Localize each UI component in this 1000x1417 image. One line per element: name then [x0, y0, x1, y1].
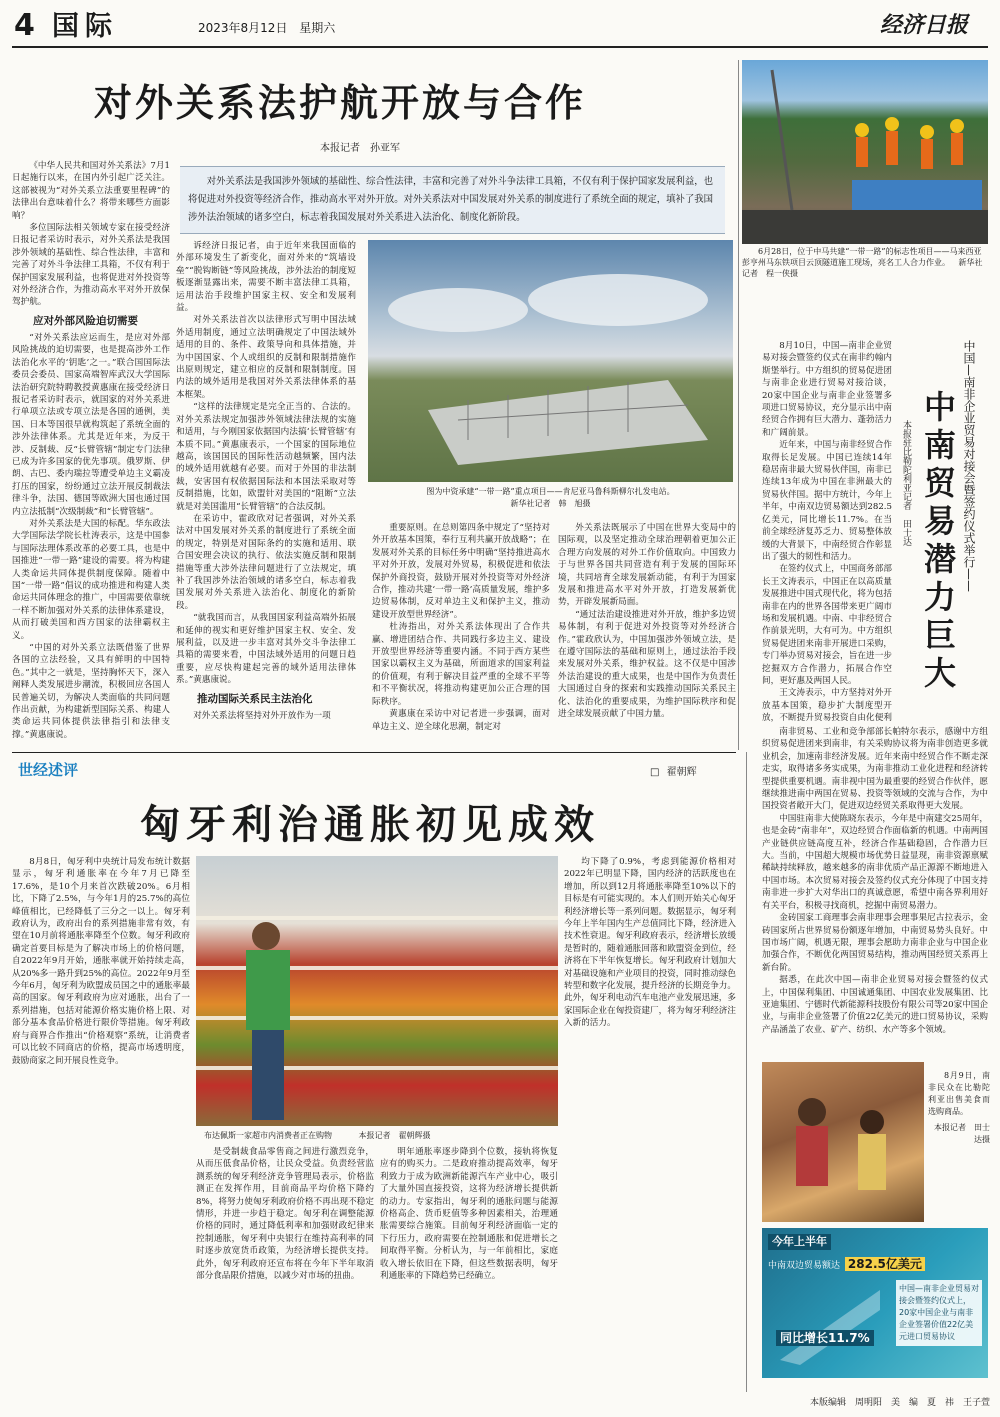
paragraph: “通过法治建设推进对外开放，维护多边贸易体制，有利于促进对外投资等对外经济合作。”霍政欣认为，中国加强涉外领域立法，是在遵守国际法的基础和原则上，通过法治手段来发展对外关系，维护权益。这不仅是中国涉外法治建设的重大成果，也是中国作为负责任大国通过自身的探索和实践推动国际关系民主化、法治化的重要成果，为维护国际秩序和促进全球发展贡献了中国力量。 [558, 609, 736, 720]
article3-photo-credit: 本报记者 翟朝辉摄 [358, 1131, 431, 1140]
article3-author [650, 766, 697, 780]
date-text: 2023年8月12日 [198, 21, 288, 35]
author-box-icon: □ [650, 767, 660, 778]
paragraph: 8月8日，匈牙利中央统计局发布统计数据显示，匈牙利通胀率在今年7月已降至17.6%，是10个月来首次跌破20%。6月相比，下降了2.5%，与今年1月的25.7%的高位峰值相比，已经降低了三分之一以上。匈牙利政府认为，政府出台的系列措施非常有效，有望在10月前将通胀率降至个位数。匈牙利政府确定首要目标是为了解决市场上的价格问题，自2022年9月开始，通胀率就开始持续走高，从20%多一路升到25%的高位。2022年9月至今年6月，匈牙利为欧盟成员国之中的通胀率最高的国家。匈牙利政府为应对通胀，出台了一系列措施，包括对能源价格实施价格上限、对部分基本食品价格进行限价等措施。匈牙利政府与商界合作推出“价格观察”系统，让消费者可以比较不同商店的价格，提高市场透明度，鼓励商家之间开展良性竞争。 [12, 857, 190, 1066]
article1-lead: 对外关系法是我国涉外领域的基础性、综合性法律，丰富和完善了对外斗争法律工具箱，不仅有利于保护国家发展利益，也将促进对外投资等经济合作，推动高水平对外开放。对外关系法对中国发展对外关系的制度进行了系统全面的规定，填补了我国涉外法治领域的诸多空白，标志着我国发展对外关系进入法治化、制度化新阶段。 [180, 166, 725, 234]
section-rule [12, 752, 736, 753]
market-shoppers-picture [762, 1062, 924, 1222]
newspaper-brand: 经济日报 [880, 12, 969, 38]
photo1-caption-text: 图为中资承建“一带一路”重点项目——肯尼亚马鲁科斯柳尔扎发电站。 [426, 487, 675, 496]
weekday-text: 星期六 [299, 21, 336, 35]
paragraph: 金砖国家工商理事会南非理事会理事果尼古拉表示，金砖国家所占世界贸易份额逐年增加，中南贸易势头良好。中国市场广阔，机遇无限，理事会愿助力南非企业与中国企业加强合作，不断优化两国贸易结构，推动两国经贸关系再上新台阶。 [762, 913, 988, 973]
paragraph: 据悉，在此次中国—南非企业贸易对接会暨签约仪式上，中国保利集团、中国诚通集团、中国农业发展集团、比亚迪集团、宁德时代新能源科技股份有限公司等20家中国企业，与南非企业签署了价值22亿美元的进口贸易协议，采购产品涵盖了农业、矿产、纺织、水产等多个领域。 [762, 975, 988, 1035]
infobox-amount-row [768, 1256, 925, 1274]
article2-body-top [762, 340, 892, 725]
column-tag: 世经述评 [18, 761, 79, 779]
article1-column-1 [12, 160, 170, 742]
page-number: 4 [14, 8, 35, 43]
paragraph: 黄惠康在采访中对记者进一步强调，面对单边主义、逆全球化思潮，制定对 [372, 709, 550, 732]
paragraph: 杜涛指出，对外关系法体现出了合作共赢、增进团结合作、共同践行多边主义、建设开放型世界经济等重要内涵。不同于西方某些国家以霸权主义为基础，所面道求的国家利益的价值观，有利于解决目益严重的全球不平等和不平衡状况，将推动构建更加公正合理的国际秩序。 [372, 622, 550, 707]
photo2-credit: 新华社记者 程一侠摄 [742, 258, 983, 278]
masthead [0, 0, 1000, 50]
paragraph: 在采访中，霍政欣对记者强调，对外关系法对中国发展对外关系的制度进行了系统全面的规定，特别是对国际条约的实施和适用、联合国安理会决议的执行、依法实施反制和限制措施等重大涉外法律问题进行了立法规定，填补了我国涉外法治领域的诸多空白，标志着我国发展对外关系进入法治化、制度化的新阶段。 [176, 513, 356, 611]
article1-column-4 [558, 522, 736, 742]
paragraph: 对外关系法首次以法律形式写明中国法域外适用制度，通过立法明确规定了中国法域外适用的目的、条件、政策导向和具体措施，并为中国国家、个人或组织的反制和限制措施作出原则规定，建立相应的反制和限制制度。国内法的域外适用是我国对外关系法律体系的基本框架。 [176, 315, 356, 400]
article1-photo1-caption [368, 486, 733, 510]
paragraph: “对外关系法应运而生，是应对外部风险挑战的迫切需要，也是提高涉外工作法治化水平的‘钥匙’之一。”联合国国际法委员会委员、国家高端智库武汉大学国际法治研究院特聘教授黄惠康在接受经济日报记者采访时表示，就国家的对外关系进行单项立法或专项立法是各国的通例，美国、日本等国很早就构筑起了系统全面的涉外法律体系。尤其是近年来，为反干涉、反制裁、反“长臂管辖”制定专门法律已成为许多国家的优先事项。俄罗斯、伊朗、古巴、委内瑞拉等遭受单边主义霸凌打压的国家，纷纷通过立法开展反制裁法律斗争，法国、德国等欧洲大国也通过国内立法抵制“次级制裁”和“长臂管辖”。 [12, 332, 170, 517]
paragraph: 8月10日，中国—南非企业贸易对接会暨签约仪式在南非约翰内斯堡举行。中方组织的贸易促进团与南非企业进行贸易对接洽谈，20家中国企业与南非企业签署多项进口贸易协议，充分显示出中南经贸合作拥有巨大潜力、蓬勃活力和广阔前景。 [762, 341, 892, 438]
article2-photo-credit: 本报记者 田士达摄 [934, 1123, 990, 1144]
column-divider [738, 60, 739, 750]
infobox-amount: 282.5亿美元 [845, 1257, 925, 1271]
photo1-credit: 新华社记者 韩 旭摄 [510, 499, 591, 508]
infobox-note: 中国—南非企业贸易对接会暨签约仪式上，20家中国企业与南非企业签署价值22亿美元进口贸易协议 [896, 1280, 982, 1346]
paragraph: 中国驻南非大使陈晓东表示，今年是中南建交25周年，也是金砖“南非年”，双边经贸合作面临新的机遇。中南两国产业链供应链高度互补，经济合作基础稳固，合作潜力巨大。当前，中国超大规模市场优势日益显现，南非资源禀赋稀缺持续释放，越来越多的南非优质产品正源源不断地进入中国市场。本次贸易对接会及签约仪式充分体现了中国支持南非进一步扩大对华出口的真诚意愿，希望中南各界利用好有关平台，积极寻找商机，挖掘中南贸易潜力。 [762, 813, 988, 911]
paragraph: 对外关系法将坚持对外开放作为一项 [193, 710, 331, 721]
paragraph: “中国的对外关系立法既借鉴了世界各国的立法经验，又具有鲜明的中国特色。”其中之一就是，坚持胸怀天下，深入阐释人类发展进步潮流，积极回应各国人民普遍关切，为解决人类面临的共同问题作出贡献，为构建新型国际关系、构建人类命运共同体提供法律指引和法律支撑。”黄惠康说。 [12, 643, 170, 740]
paragraph: 在签约仪式上，中国商务部部长王文涛表示，中国正在以高质量发展推进中国式现代化，将为包括南非在内的世界各国带来更广阔市场和发展机遇。中南、中非经贸合作前景光明，大有可为。中方组织贸易促进团来南非开展进口采购，专门举办贸易对接会，旨在进一步挖掘双方合作潜力，拓展合作空间，更好惠及两国人民。 [762, 564, 892, 686]
infobox-period: 今年上半年 [768, 1234, 831, 1250]
article1-photo2-caption [742, 246, 988, 279]
article2-photo-market [762, 1062, 924, 1222]
article3-photo-supermarket [196, 856, 558, 1126]
subhead: 推动国际关系民主法治化 [197, 692, 313, 705]
paragraph: 《中华人民共和国对外关系法》7月1日起施行以来，在国内外引起广泛关注。这部被视为“对外关系立法重要里程碑”的法律出台意味着什么？将带来哪些方面影响？ [12, 161, 170, 221]
paragraph: 近年来，中国与南非经贸合作取得长足发展。中国已连续14年稳居南非最大贸易伙伴国，南非已连续13年成为中国在非洲最大的贸易伙伴国。据中方统计，今年上半年，中南双边贸易额达到282.5亿美元，同比增长11.7%。在当前全球经济复苏乏力、贸易整体放缓的大背景下，中南经贸合作彰显出了强大的韧性和活力。 [762, 440, 892, 562]
article3-column-4 [564, 856, 736, 1404]
article3-author-name: 翟朝辉 [666, 767, 697, 778]
power-station-picture [368, 240, 733, 482]
paragraph: 外关系法既展示了中国在世界大变局中的国际观，以及坚定推动全球治理朝着更加公正合理方向发展的对外工作价值取向。中国致力于与世界各国共同营造有利于发展的国际环境，共同培育全球发展新动能，有利于为国家发展和推进高水平对外开放，打造发展新优势，开辟发展新局面。 [558, 523, 736, 608]
supermarket-picture [196, 856, 558, 1126]
paragraph: 多位国际法相关领域专家在接受经济日报记者采访时表示，对外关系法是我国涉外领域的基础性、综合性法律，丰富和完善了对外斗争法律工具箱，不仅有利于保护国家发展利益，也将促进对外投资等对外经济合作，为推动高水平对外开放保驾护航。 [12, 223, 170, 308]
growth-arrow-graphic [770, 1280, 890, 1370]
paragraph: 明年通胀率逐步降到个位数，接轨将恢复应有的购买力。二是政府推动提高效率，匈牙利致力于成为欧洲新能源汽车产业中心，吸引了大量外国直接投资，这将为经济增长提供新的动力。专家指出，匈牙利的通胀问题与能源价格高企、货币贬值等多种因素相关，治理通胀需要综合施策。目前匈牙利经济面临一定的下行压力，政府需要在控制通胀和促进增长之间取得平衡。分析认为，与一年前相比，家庭收入增长依旧在下降，但这些数据表明，匈牙利通胀率的下降趋势已经确立。 [380, 1147, 558, 1282]
article2-kicker: 中国—南非企业贸易对接会暨签约仪式举行—— [962, 340, 976, 592]
article1-photo-power-station [368, 240, 733, 482]
paragraph: “这样的法律规定是完全正当的、合法的。对外关系法规定加强涉外领域法律法规的实施和适用，与今刚国家依据国内法搞‘长臂管辖’有本质不同。”黄惠康表示，一个国家的国际地位越高，该国国民的国际性活动越频繁，国内法的域外适用就越有必要。而对于外国的非法制裁，安害国有权依据国际法和本国法采取对等反制措施，比如，欧盟针对美国的“阻断”立法就是对美国滥用“长臂管辖”的合法反制。 [176, 402, 356, 512]
column-divider [746, 752, 747, 1392]
article3-photo-caption: 布达佩斯一家超市内消费者正在购物 [204, 1131, 332, 1140]
paragraph: “就我国而言，从我国国家利益高端外拓展和延伸的视实和更好维护国家主权、安全、发展利益，以及进一步丰富对其外交斗争法律工具箱的需要来看，中国法域外适用的问题日趋重要，应尽快构建起完善的域外适用法律体系。”黄惠康说。 [176, 613, 356, 686]
trade-infobox [762, 1228, 988, 1378]
article3-headline: 匈牙利治通胀初见成效 [140, 802, 600, 848]
railway-construction-picture [742, 60, 988, 244]
issue-date [198, 20, 335, 36]
article2-headline: 中南贸易潜力巨大 [919, 390, 957, 694]
article1-byline: 本报记者 孙亚军 [320, 143, 400, 154]
article2-photo-caption: 8月9日，南非民众在比勒陀利亚出售美食而选购商品。 [928, 1071, 990, 1116]
paragraph: 对外关系法是大国的标配。华东政法大学国际法学院长杜涛表示，这是中国参与国际法理体系改革的必要工具，也是中国推进“一带一路”建设的需要。将为构建人类命运共同体提供制度保障。随着中国“一带一路”倡议的成功推进和构建人类命运共同体理念的推广，中国需要依靠统一样不断加强对外关系的法律体系建设，从而打破美国和西方国家的法律霸权主义。 [12, 518, 170, 641]
article2-byline: 本报驻比勒陀利亚记者 田士达 [901, 420, 911, 546]
article3-column-1 [12, 856, 190, 1404]
article3-photo-caption-row [196, 1130, 558, 1142]
footer-editors: 本版编辑 周明阳 美 编 夏 祎 王子萱 [809, 1398, 990, 1408]
paragraph: 均下降了0.9%，考虑到能源价格相对2022年已明显下降，国内经济的活跃度也在增加，所以到12月将通胀率降至10%以下的目标是有可能实现的。本人们则开始关心匈牙利经济增长等一系列问题。数据显示，匈牙利今年上半年国内生产总值同比下降，经济进入技术性衰退。匈牙利政府表示，经济增长放缓是暂时的，随着通胀回落和欧盟资金到位，经济将在下半年恢复增长。匈牙利政府计划加大对基础设施和产业项目的投资，同时推动绿色转型和数字化发展，提升经济的长期竞争力。此外，匈牙利电动汽车电池产业发展迅速，多家国际企业在匈投资建厂，将为匈牙利经济注入新的活力。 [564, 857, 736, 1029]
article2-photo-caption-box [928, 1070, 990, 1146]
infobox-label: 中南双边贸易额达 [768, 1261, 841, 1271]
subhead: 应对外部风险迫切需要 [33, 314, 138, 327]
article1-photo-railway [742, 60, 988, 244]
article1-column-2 [176, 240, 356, 742]
masthead-rule [12, 46, 988, 48]
article3-column-3 [380, 1146, 558, 1404]
article3-column-2 [196, 1146, 374, 1404]
photo2-caption-text: 6月28日，位于中马共建“一带一路”的标志性项目——马来西亚彭亨州马东铁项目云顶隧道施工现场，亮名工人合力作业。 [742, 247, 982, 267]
section-name: 国际 [52, 11, 118, 42]
infobox-growth: 同比增长11.7% [776, 1330, 874, 1346]
paragraph: 南非贸易、工业和竞争部部长帕特尔表示，感谢中方组织贸易促进团来到南非，有关采购协议将为南非创造更多就业机会，加速南非经济发展。近年来南中经贸合作不断走深走实，取得诸多务实成果，为南非推动工业化进程和经济转型提供重要机遇。南非视中国为最重要的经贸合作伙伴，愿继续推进南中两国在贸易、投资等领域的交流与合作，为中国投资者敞开大门，促进双边经贸关系取得更大发展。 [762, 727, 988, 812]
paragraph: 诉经济日报记者，由于近年来我国面临的外部环境发生了新变化，面对外来的“筑墙设垒”“脱钩断链”等风险挑战，涉外法治的制度短板逐渐显露出来，需要不断丰富法律工具箱，运用法治手段维护国家主权、安全和发展利益。 [176, 241, 356, 314]
article1-column-3 [372, 522, 550, 742]
paragraph: 王文涛表示，中方坚持对外开放基本国策，稳步扩大制度型开放，不断提升贸易投资自由化便利 [762, 688, 892, 724]
article1-headline: 对外关系法护航开放与合作 [93, 81, 586, 125]
article2-body-bottom [762, 726, 988, 1056]
paragraph: 是受制裁食品零售商之间进行激烈竞争，从而压低食品价格，让民众受益。负责经营监测系统的匈牙利经济竞争管理局表示，价格监测正在发挥作用，目前商品平均价格下降约8%，将努力使匈牙利政府价格不再出现不稳定情形，并进一步趋于稳定。匈牙利在调整能源价格的同时，通过降低利率和加强财政纪律来控制通胀，匈牙利中央银行在维持高利率的同时逐步放宽货币政策，为经济增长提供支持。此外，匈牙利政府还宣布将在今年下半年取消部分食品限价措施，以减少对市场的扭曲。 [196, 1147, 374, 1282]
paragraph: 重要原则。在总则第四条中规定了“坚持对外开放基本国策，奉行互利共赢开放战略”；在发展对外关系的目标任务中明确“坚持推进高水平对外开放，发展对外贸易，积极促进和依法保护外商投资，鼓励开展对外投资等对外经济合作，推动共建‘一带一路’高质量发展，维护多边贸易体制，反对单边主义和保护主义，推动建设开放型世界经济”。 [372, 523, 550, 620]
